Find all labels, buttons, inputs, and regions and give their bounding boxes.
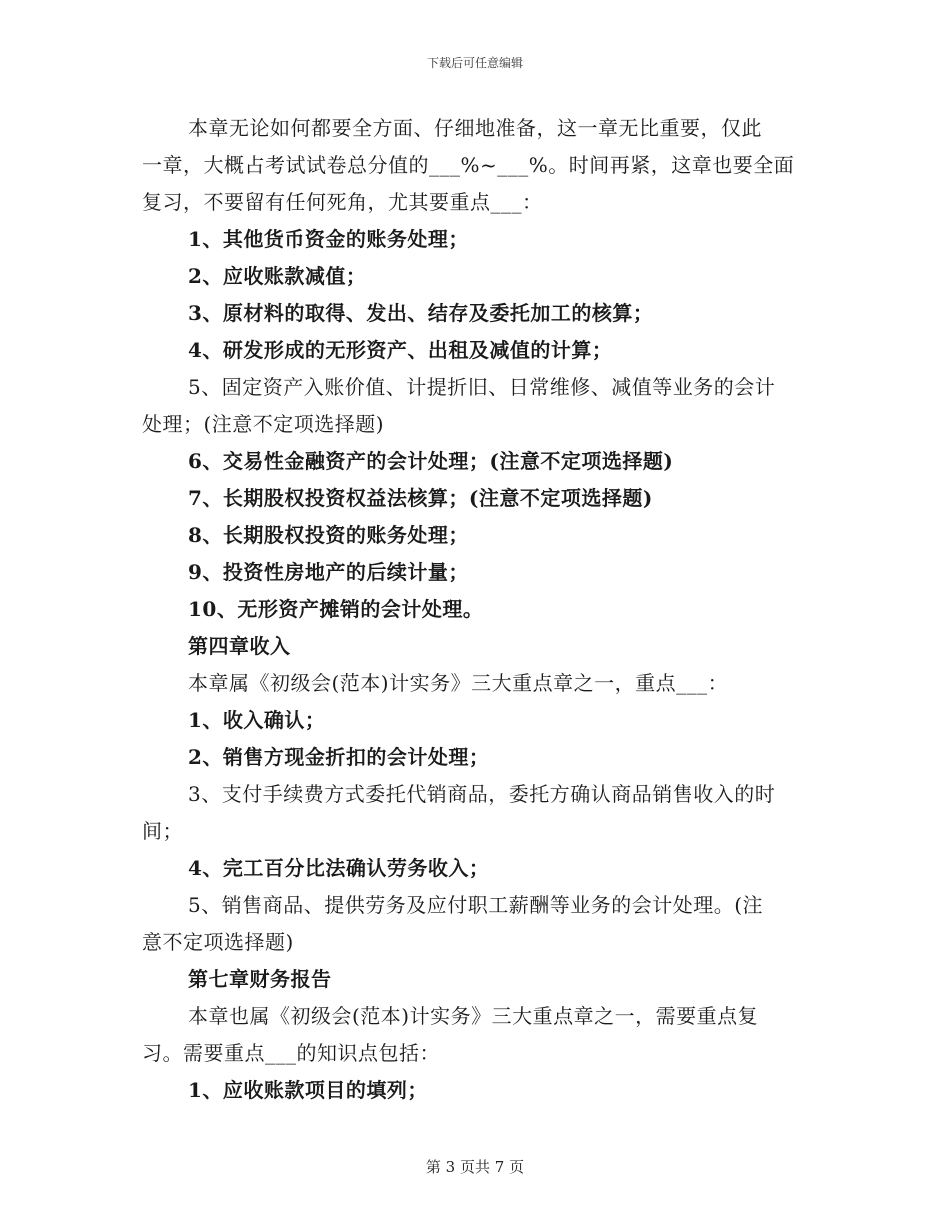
page-header-note: 下载后可任意编辑 (426, 56, 523, 70)
bold-text-line: 2、销售方现金折扣的会计处理； (188, 745, 490, 769)
bold-text-line: 第七章财务报告 (188, 967, 332, 991)
bold-text-line: 1、应收账款项目的填列； (188, 1078, 428, 1102)
text-line: 一章，大概占考试试卷总分值的___%~___%。时间再紧，这章也要全面 (142, 153, 795, 177)
text-line: 5、销售商品、提供劳务及应付职工薪酬等业务的会计处理。(注 (188, 893, 764, 917)
text-line: 本章也属《初级会(范本)计实务》三大重点章之一，需要重点复 (188, 1004, 759, 1028)
bold-text-line: 6、交易性金融资产的会计处理；(注意不定项选择题) (188, 449, 674, 473)
text-line: 5、固定资产入账价值、计提折旧、日常维修、减值等业务的会计 (188, 375, 776, 399)
bold-text-line: 7、长期股权投资权益法核算；(注意不定项选择题) (188, 486, 653, 510)
bold-text-line: 1、其他货币资金的账务处理； (188, 227, 469, 251)
text-line: 本章属《初级会(范本)计实务》三大重点章之一，重点___： (188, 671, 729, 695)
page-footer: 第 3 页共 7 页 (425, 1158, 525, 1176)
bold-text-line: 2、应收账款减值； (188, 264, 367, 288)
text-line: 习。需要重点___的知识点包括： (142, 1041, 440, 1065)
text-line: 复习，不要留有任何死角，尤其要重点___： (142, 190, 543, 214)
bold-text-line: 4、研发形成的无形资产、出租及减值的计算； (188, 338, 613, 362)
bold-text-line: 8、长期股权投资的账务处理； (188, 523, 469, 547)
text-line: 间； (142, 819, 183, 843)
bold-text-line: 9、投资性房地产的后续计量； (188, 560, 469, 584)
bold-text-line: 3、原材料的取得、发出、结存及委托加工的核算； (188, 301, 654, 325)
bold-text-line: 10、无形资产摊销的会计处理。 (188, 597, 484, 621)
document-body (142, 110, 807, 1109)
bold-text-line: 1、收入确认； (188, 708, 326, 732)
text-line: 处理；(注意不定项选择题) (142, 412, 385, 436)
text-line: 本章无论如何都要全方面、仔细地准备，这一章无比重要，仅此 (188, 116, 762, 140)
text-line: 3、支付手续费方式委托代销商品，委托方确认商品销售收入的时 (188, 782, 776, 806)
bold-text-line: 第四章收入 (188, 634, 291, 658)
text-line: 意不定项选择题) (142, 930, 294, 954)
bold-text-line: 4、完工百分比法确认劳务收入； (188, 856, 490, 880)
